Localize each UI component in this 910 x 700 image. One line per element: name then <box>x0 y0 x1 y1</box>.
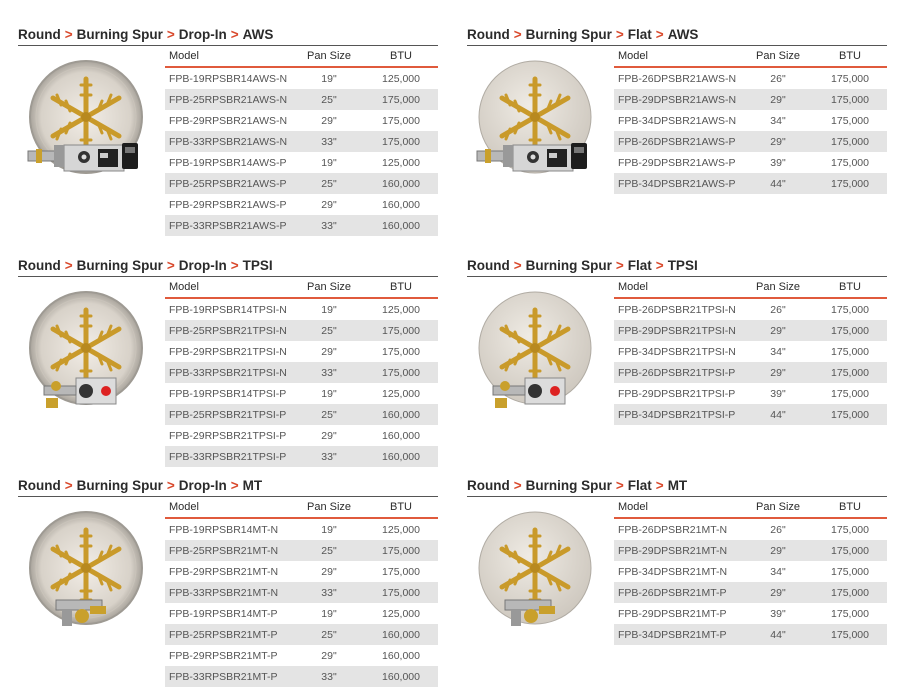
col-pan-size: Pan Size <box>294 46 364 67</box>
col-btu: BTU <box>364 497 438 518</box>
table-row: FPB-25RPSBR21TPSI-N 25" 175,000 <box>165 320 438 341</box>
spec-table <box>614 277 887 425</box>
spec-table <box>165 497 438 687</box>
table-row: FPB-29DPSBR21AWS-P 39" 175,000 <box>618 156 869 169</box>
col-btu: BTU <box>813 497 887 518</box>
table-row: FPB-25RPSBR21MT-N 25" 175,000 <box>165 540 438 561</box>
table-row: FPB-29RPSBR21MT-P 29" 160,000 <box>169 649 420 662</box>
table-row: FPB-26DPSBR21TPSI-P 29" 175,000 <box>614 362 887 383</box>
table-row: FPB-26DPSBR21TPSI-N 26" 175,000 <box>618 303 869 316</box>
col-btu: BTU <box>813 46 887 67</box>
spec-table <box>165 46 438 236</box>
col-pan-size: Pan Size <box>743 46 813 67</box>
table-row: FPB-29RPSBR21TPSI-P 29" 160,000 <box>169 429 420 442</box>
table-row: FPB-26DPSBR21MT-N 26" 175,000 <box>618 523 869 536</box>
breadcrumb: Round > Burning Spur > Drop-In > AWS <box>18 27 274 42</box>
table-row: FPB-19RPSBR14MT-P 19" 125,000 <box>169 607 420 620</box>
col-pan-size: Pan Size <box>294 497 364 518</box>
col-model: Model <box>614 46 743 67</box>
fire-pit-burner-image <box>475 286 595 416</box>
table-row: FPB-29RPSBR21AWS-N 29" 175,000 <box>169 114 420 127</box>
table-row: FPB-34DPSBR21AWS-N 34" 175,000 <box>618 114 869 127</box>
table-row: FPB-29DPSBR21TPSI-P 39" 175,000 <box>618 387 869 400</box>
table-row: FPB-29DPSBR21AWS-N 29" 175,000 <box>614 89 887 110</box>
table-row: FPB-34DPSBR21TPSI-N 34" 175,000 <box>618 345 869 358</box>
table-row: FPB-19RPSBR14MT-N 19" 125,000 <box>169 523 420 536</box>
table-row: FPB-29RPSBR21AWS-P 29" 160,000 <box>169 198 420 211</box>
breadcrumb: Round > Burning Spur > Drop-In > TPSI <box>18 258 273 273</box>
table-row: FPB-19RPSBR14AWS-P 19" 125,000 <box>169 156 420 169</box>
col-pan-size: Pan Size <box>294 277 364 298</box>
table-row: FPB-33RPSBR21TPSI-N 33" 175,000 <box>165 362 438 383</box>
col-model: Model <box>165 277 294 298</box>
fire-pit-burner-image <box>475 55 595 185</box>
table-row: FPB-25RPSBR21MT-P 25" 160,000 <box>165 624 438 645</box>
col-btu: BTU <box>813 277 887 298</box>
col-model: Model <box>165 497 294 518</box>
breadcrumb: Round > Burning Spur > Flat > TPSI <box>467 258 698 273</box>
table-row: FPB-25RPSBR21AWS-P 25" 160,000 <box>165 173 438 194</box>
col-model: Model <box>614 497 743 518</box>
col-model: Model <box>165 46 294 67</box>
table-row: FPB-26DPSBR21MT-P 29" 175,000 <box>614 582 887 603</box>
col-pan-size: Pan Size <box>743 277 813 298</box>
table-row: FPB-29DPSBR21MT-P 39" 175,000 <box>618 607 869 620</box>
table-row: FPB-25RPSBR21AWS-N 25" 175,000 <box>165 89 438 110</box>
table-row: FPB-25RPSBR21TPSI-P 25" 160,000 <box>165 404 438 425</box>
col-btu: BTU <box>364 277 438 298</box>
spec-table <box>165 277 438 467</box>
breadcrumb: Round > Burning Spur > Flat > MT <box>467 478 688 493</box>
table-row: FPB-29RPSBR21TPSI-N 29" 175,000 <box>169 345 420 358</box>
fire-pit-burner-image <box>26 286 146 416</box>
spec-table <box>614 46 887 194</box>
table-row: FPB-33RPSBR21TPSI-P 33" 160,000 <box>165 446 438 467</box>
fire-pit-burner-image <box>26 506 146 636</box>
col-btu: BTU <box>364 46 438 67</box>
table-row: FPB-33RPSBR21AWS-P 33" 160,000 <box>165 215 438 236</box>
fire-pit-burner-image <box>475 506 595 636</box>
col-model: Model <box>614 277 743 298</box>
breadcrumb: Round > Burning Spur > Flat > AWS <box>467 27 699 42</box>
table-row: FPB-26DPSBR21AWS-P 29" 175,000 <box>614 131 887 152</box>
fire-pit-burner-image <box>26 55 146 185</box>
table-row: FPB-19RPSBR14AWS-N 19" 125,000 <box>169 72 420 85</box>
table-row: FPB-34DPSBR21MT-P 44" 175,000 <box>614 624 887 645</box>
table-row: FPB-26DPSBR21AWS-N 26" 175,000 <box>618 72 869 85</box>
table-row: FPB-29DPSBR21MT-N 29" 175,000 <box>614 540 887 561</box>
table-row: FPB-19RPSBR14TPSI-N 19" 125,000 <box>169 303 420 316</box>
table-row: FPB-29DPSBR21TPSI-N 29" 175,000 <box>614 320 887 341</box>
table-row: FPB-19RPSBR14TPSI-P 19" 125,000 <box>169 387 420 400</box>
table-row: FPB-34DPSBR21MT-N 34" 175,000 <box>618 565 869 578</box>
table-row: FPB-33RPSBR21AWS-N 33" 175,000 <box>165 131 438 152</box>
table-row: FPB-29RPSBR21MT-N 29" 175,000 <box>169 565 420 578</box>
table-row: FPB-33RPSBR21MT-N 33" 175,000 <box>165 582 438 603</box>
table-row: FPB-34DPSBR21AWS-P 44" 175,000 <box>614 173 887 194</box>
breadcrumb: Round > Burning Spur > Drop-In > MT <box>18 478 263 493</box>
table-row: FPB-34DPSBR21TPSI-P 44" 175,000 <box>614 404 887 425</box>
table-row: FPB-33RPSBR21MT-P 33" 160,000 <box>165 666 438 687</box>
col-pan-size: Pan Size <box>743 497 813 518</box>
spec-table <box>614 497 887 645</box>
